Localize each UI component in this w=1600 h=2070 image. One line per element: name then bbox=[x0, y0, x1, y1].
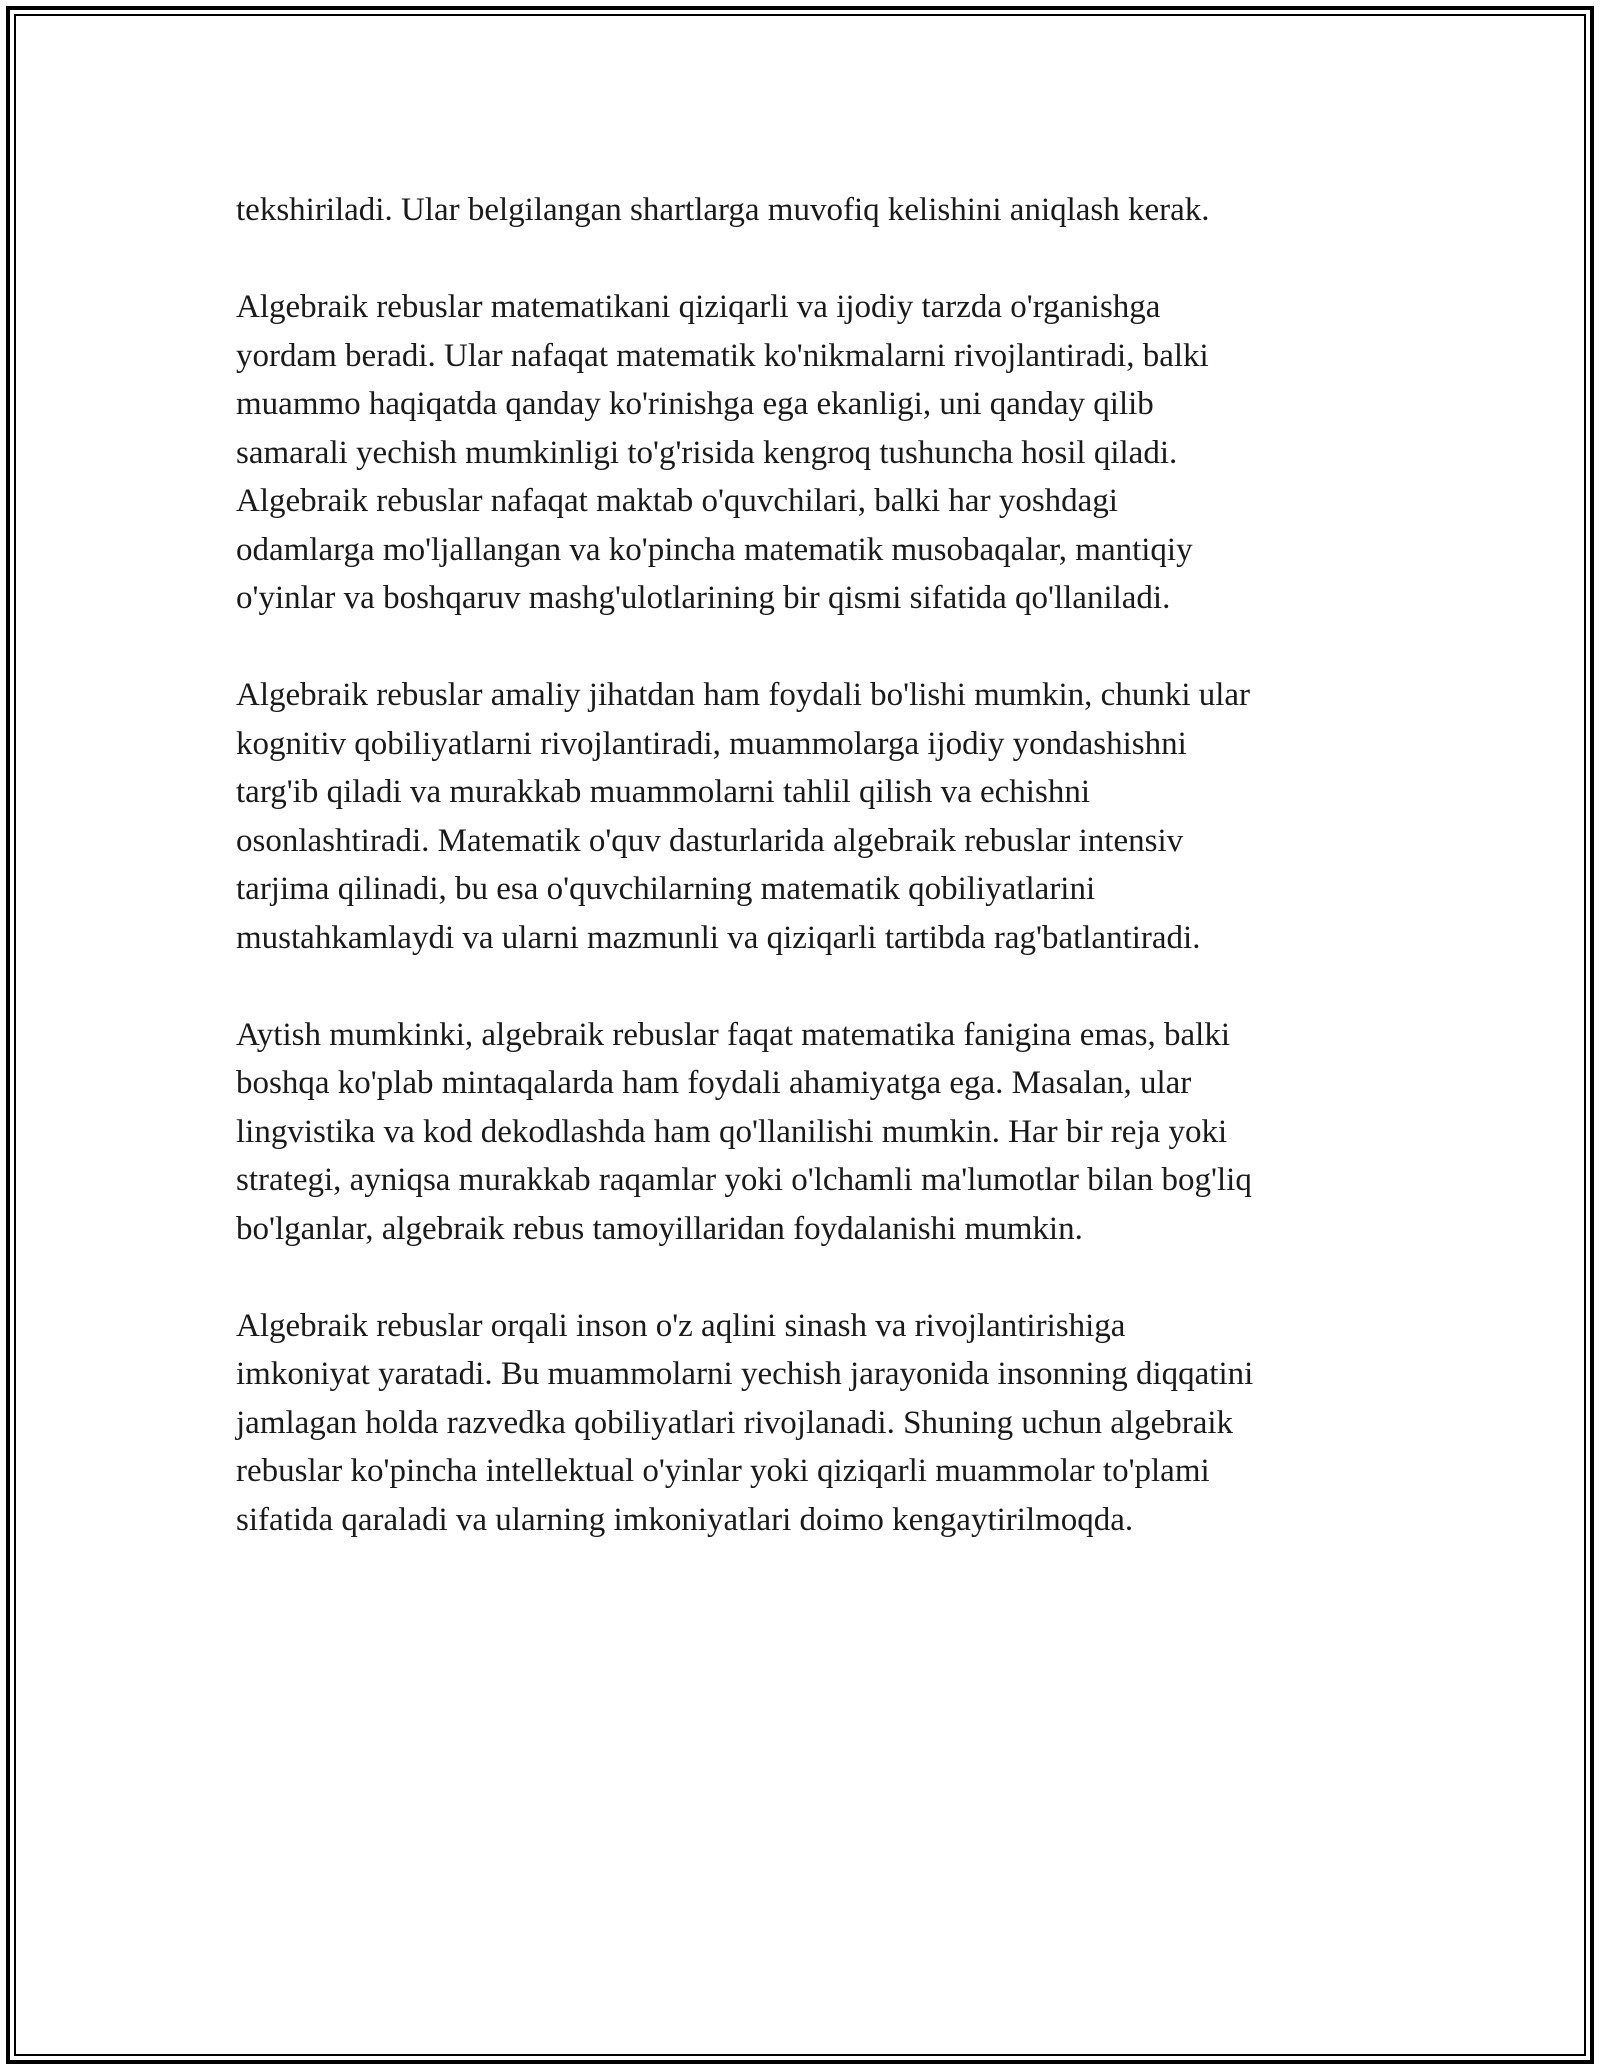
paragraph-3 bbox=[236, 671, 1386, 962]
text-line: sifatida qaraladi va ularning imkoniyatlari doimo kengaytirilmoqda. bbox=[236, 1501, 1134, 1538]
text-line: boshqa ko'plab mintaqalarda ham foydali ahamiyatga ega. Masalan, ular bbox=[236, 1065, 1192, 1101]
text-line: Aytish mumkinki, algebraik rebuslar faqat matematika fanigina emas, balki bbox=[236, 1016, 1230, 1053]
paragraph-gap bbox=[236, 1253, 1386, 1302]
text-line: strategi, ayniqsa murakkab raqamlar yoki o'lchamli ma'lumotlar bilan bog'liq bbox=[236, 1162, 1252, 1198]
text-line: rebuslar ko'pincha intellektual o'yinlar yoki qiziqarli muammolar to'plami bbox=[236, 1453, 1210, 1489]
text-line: lingvistika va kod dekodlashda ham qo'llanilishi mumkin. Har bir reja yoki bbox=[236, 1113, 1228, 1150]
text-line: imkoniyat yaratadi. Bu muammolarni yechish jarayonida insonning diqqatini bbox=[236, 1356, 1254, 1392]
text-line: mustahkamlaydi va ularni mazmunli va qiziqarli tartibda rag'batlantiradi. bbox=[236, 919, 1201, 956]
text-line: odamlarga mo'ljallangan va ko'pincha matematik musobaqalar, mantiqiy bbox=[236, 531, 1193, 568]
text-line: Algebraik rebuslar matematikani qiziqarli va ijodiy tarzda o'rganishga bbox=[236, 289, 1161, 325]
paragraph-5 bbox=[236, 1302, 1386, 1545]
text-line: tarjima qilinadi, bu esa o'quvchilarning matematik qobiliyatlarini bbox=[236, 871, 1096, 907]
paragraph-gap bbox=[236, 962, 1386, 1011]
text-line: yordam beradi. Ular nafaqat matematik ko'nikmalarni rivojlantiradi, balki bbox=[236, 337, 1209, 374]
paragraph-gap bbox=[236, 235, 1386, 284]
text-line: samarali yechish mumkinligi to'g'risida kengroq tushuncha hosil qiladi. bbox=[236, 434, 1178, 471]
text-line: Algebraik rebuslar orqali inson o'z aqlini sinash va rivojlantirishiga bbox=[236, 1307, 1126, 1344]
text-line: Algebraik rebuslar amaliy jihatdan ham foydali bo'lishi mumkin, chunki ular bbox=[236, 677, 1251, 713]
text-line: kognitiv qobiliyatlarni rivojlantiradi, muammolarga ijodiy yondashishni bbox=[236, 725, 1187, 762]
paragraph-1 bbox=[236, 186, 1386, 235]
paragraph-4 bbox=[236, 1011, 1386, 1254]
paragraph-2 bbox=[236, 283, 1386, 623]
paragraph-gap bbox=[236, 623, 1386, 672]
text-line: jamlagan holda razvedka qobiliyatlari rivojlanadi. Shuning uchun algebraik bbox=[236, 1404, 1234, 1441]
text-line: muammo haqiqatda qanday ko'rinishga ega ekanligi, uni qanday qilib bbox=[236, 386, 1154, 422]
text-line: Algebraik rebuslar nafaqat maktab o'quvchilari, balki har yoshdagi bbox=[236, 483, 1118, 519]
text-line: targ'ib qiladi va murakkab muammolarni tahlil qilish va echishni bbox=[236, 774, 1090, 810]
text-line: bo'lganlar, algebraik rebus tamoyillaridan foydalanishi mumkin. bbox=[236, 1210, 1083, 1247]
document-body bbox=[236, 186, 1386, 1544]
text-line: o'yinlar va boshqaruv mashg'ulotlarining bir qismi sifatida qo'llaniladi. bbox=[236, 580, 1171, 616]
text-line: tekshiriladi. Ular belgilangan shartlarga muvofiq kelishini aniqlash kerak. bbox=[236, 192, 1210, 228]
text-line: osonlashtiradi. Matematik o'quv dasturlarida algebraik rebuslar intensiv bbox=[236, 822, 1184, 859]
